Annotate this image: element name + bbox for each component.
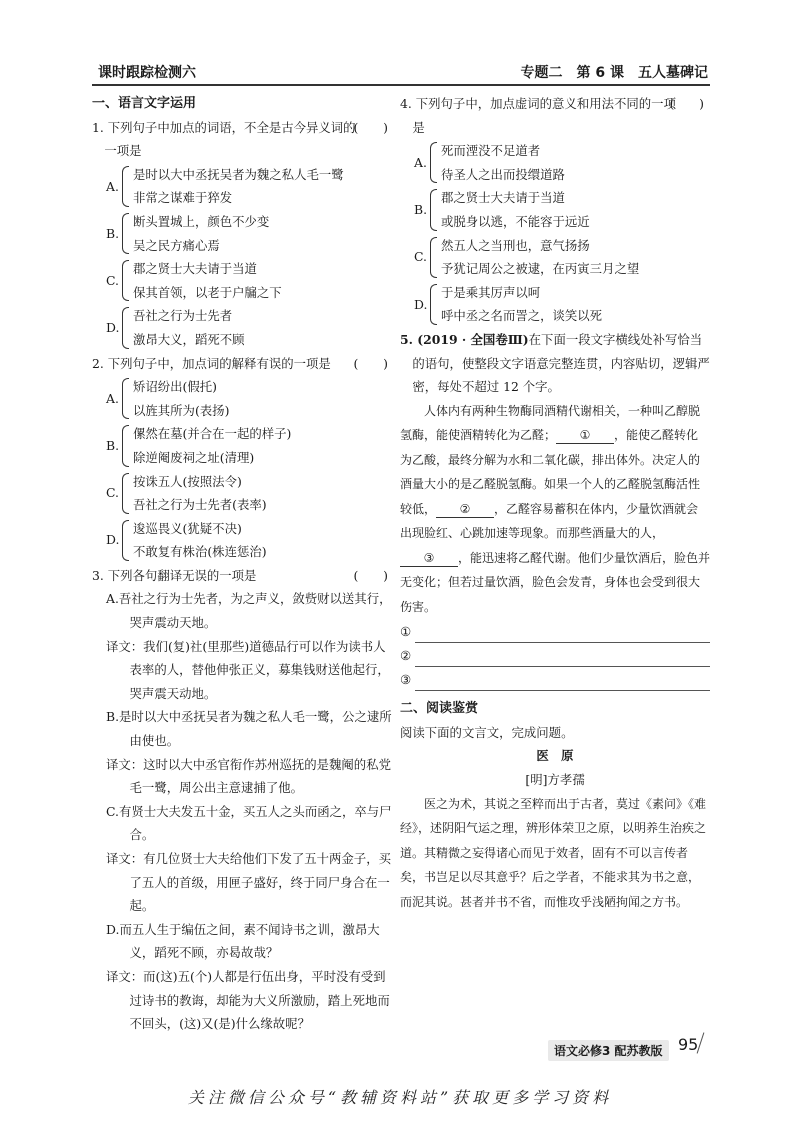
question-5-stem: 5. (2019 · 全国卷Ⅲ)在下面一段文字横线处补写恰当的语句，使整段文字语意完整连贯，内容贴切，逻辑严密，每处不超过 12 个字。 (400, 331, 710, 395)
book-badge: 语文必修3 配苏教版 (548, 1040, 669, 1061)
question-4-option-d: D. 于是乘其厉声以呵 呼中丞之名而詈之，谈笑以死 (414, 284, 603, 324)
left-column (92, 92, 394, 1036)
blank-3: ③ (400, 550, 458, 567)
answer-paren: ( ) (669, 96, 704, 111)
question-1-option-a: A. 是时以大中丞抚吴者为魏之私人毛一鹭 非常之谋难于猝发 (106, 166, 344, 206)
question-4-option-b: B. 郡之贤士大夫请于当道 或脱身以逃，不能容于远近 (414, 190, 590, 229)
header-divider (92, 84, 710, 86)
answer-paren: ( ) (353, 355, 388, 371)
question-4-option-c: C. 然五人之当刑也，意气扬扬 予犹记周公之被逮，在丙寅三月之望 (414, 237, 640, 277)
answer-line-2[interactable]: ② (400, 643, 710, 667)
answer-paren: ( ) (353, 119, 388, 135)
question-3-item-c: C.有贤士大夫发五十金，买五人之头而函之，卒与尸合。 (106, 803, 392, 843)
essay-title: 医 原 (536, 748, 574, 764)
question-2-option-d: D. 逡巡畏义(犹疑不决) 不敢复有株治(株连惩治) (106, 520, 267, 560)
bottom-handwritten-note: 关注微信公众号“教辅资料站”获取更多学习资料 (187, 1088, 613, 1107)
question-1-option-d: D. 吾社之行为士先者 激昂大义，蹈死不顾 (106, 308, 245, 347)
header-left-title: 课时跟踪检测六 (98, 65, 196, 81)
question-4-option-a: A. 死而湮没不足道者 待圣人之出而投缳道路 (414, 143, 565, 182)
question-3-item-b: B.是时以大中丞抚吴者为魏之私人毛一鹭，公之逮所由使也。 (106, 709, 392, 749)
question-3-translation-c: 译文：有几位贤士大夫给他们下发了五十两金子，买了五人的首级，用匣子盛好，终于同尸身合在一起。 (106, 851, 391, 914)
section-1-title: 一、语言文字运用 (92, 96, 197, 111)
answer-line-3[interactable]: ③ (400, 667, 710, 691)
question-1-option-c: C. 郡之贤士大夫请于当道 保其首领，以老于户牖之下 (106, 261, 282, 300)
question-2-option-b: B. 傫然在墓(并合在一起的样子) 除逆阉废祠之址(清理) (106, 426, 292, 465)
question-5-passage: 人体内有两种生物酶同酒精代谢相关，一种叫乙醇脱氢酶，能使酒精转化为乙醛； ① ，能使乙醛转化为乙酸，最终分解为水和二氧化碳，排出体外。决定人的酒量大小的是乙醛脱氢酶。如果一个人的乙醛脱氢酶活性较低， ② ，乙醛容易蓄积在体内，少量饮酒就会出现脸红、心跳加速等现象。而那些酒量大的人，③ ，能迅速将乙醛代谢。他们少量饮酒后，脸色并无变化；但若过量饮酒，脸色会发青，身体也会受到很大伤害。 (400, 403, 711, 614)
blank-1: ① (556, 427, 614, 444)
question-3-translation-b: 译文：这时以大中丞官衔作苏州巡抚的是魏阉的私党毛一鹭，周公出主意逮捕了他。 (106, 756, 391, 796)
right-column (400, 92, 710, 914)
blank-2: ② (436, 501, 494, 518)
question-2-option-a: A. 矫诏纷出(假托) 以旌其所为(表扬) (106, 379, 230, 418)
essay-passage: 医之为术，其说之至粹而出于古者，莫过《素问》《难经》，述阴阳气运之理，辨形体荣卫之原，以明养生治疾之道。其精微之妄得诸心而见于效者，固有不可以言传者矣，书岂足以尽其意乎？后之学者，不能求其为书之意，而泥其说。甚者并书不省，而惟攻乎浅陋拘闻之方书。 (400, 796, 707, 909)
page-number: 95 (678, 1035, 699, 1054)
question-2-stem: ( ) 2. 下列句子中，加点词的解释有误的一项是 (92, 352, 394, 376)
header-right-title: 专题二 第 6 课 五人墓碑记 (520, 65, 708, 81)
question-4-stem: ( ) 4. 下列句子中，加点虚词的意义和用法不同的一项是 (400, 92, 710, 139)
answer-paren: ( ) (353, 567, 388, 583)
question-3-translation-a: 译文：我们(复)社(里那些)道德品行可以作为读书人表率的人，替他伸张正义，募集钱财送他起行，哭声震天动地。 (106, 638, 390, 701)
question-2-option-c: C. 按诛五人(按照法令) 吾社之行为士先者(表率) (106, 473, 267, 513)
question-3-translation-d: 译文：而(这)五(个)人都是行伍出身，平时没有受到过诗书的教诲，却能为大义所激励，踏上死地而不回头，(这)又(是)什么缘故呢？ (106, 968, 390, 1032)
question-1-stem: ( ) 1. 下列句子中加点的词语，不全是古今异义词的一项是 (92, 116, 394, 163)
section-2-title: 二、阅读鉴赏 (400, 701, 479, 717)
question-3-stem: ( ) 3. 下列各句翻译无误的一项是 (92, 564, 394, 588)
essay-author: [明]方孝孺 (525, 772, 585, 787)
answer-line-1[interactable]: ① (400, 619, 710, 643)
question-3-item-a: A.吾社之行为士先者，为之声义，敛赀财以送其行，哭声震动天地。 (106, 591, 392, 631)
section-2-intro: 阅读下面的文言文，完成问题。 (400, 724, 574, 740)
question-3-item-d: D.而五人生于编伍之间，素不闻诗书之训，激昂大义，蹈死不顾，亦曷故哉？ (106, 921, 380, 961)
question-1-option-b: B. 断头置城上，颜色不少变 吴之民方痛心焉 (106, 213, 270, 253)
